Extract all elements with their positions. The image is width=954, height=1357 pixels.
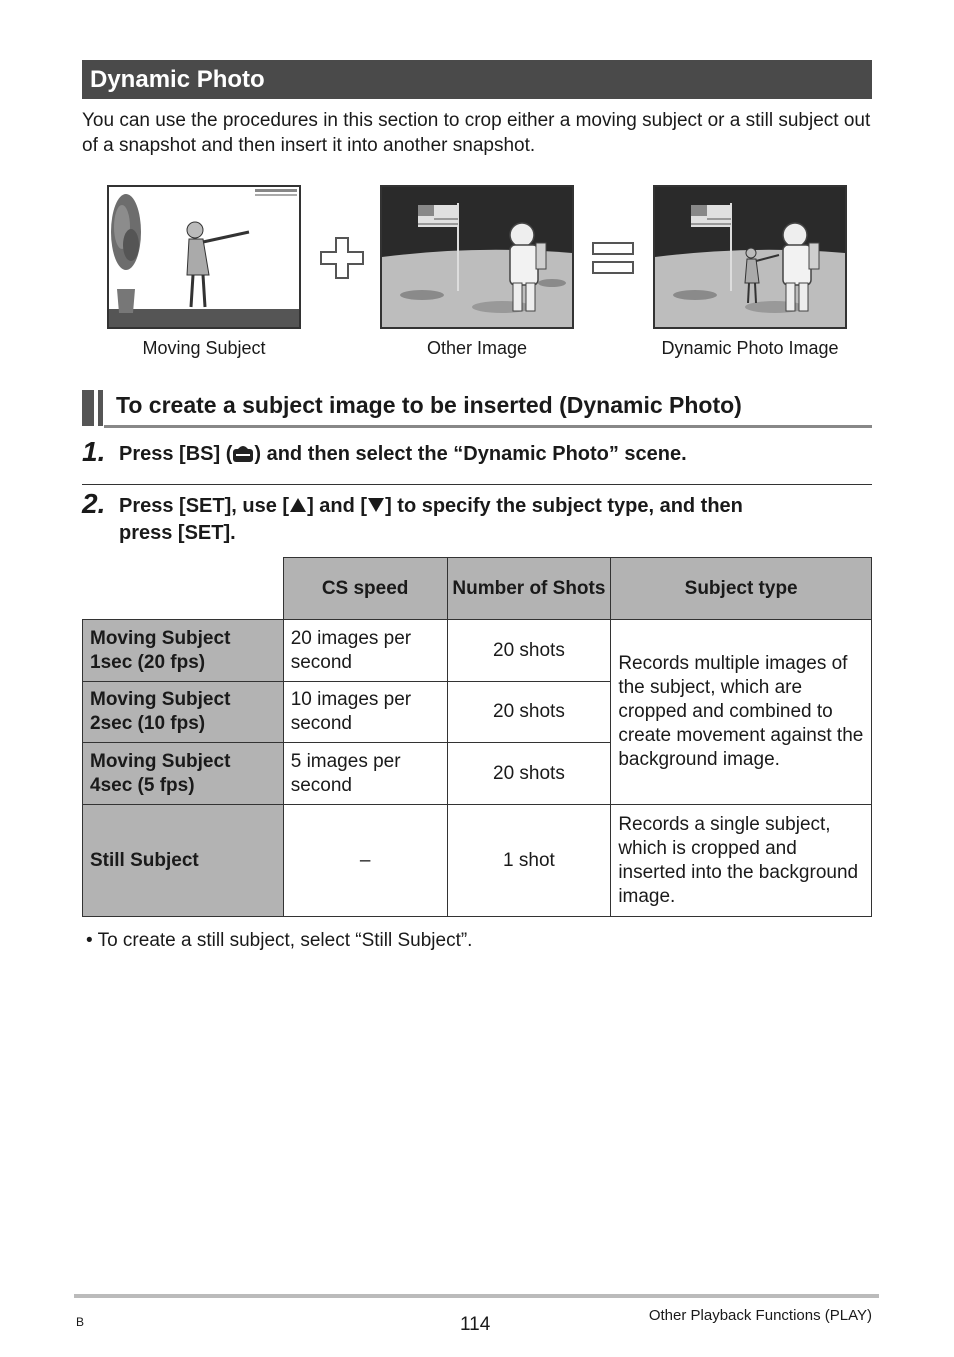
cs-speed-cell: 10 images per second xyxy=(283,682,447,743)
plus-sign-icon xyxy=(320,237,364,284)
cs-speed-cell: 5 images per second xyxy=(283,743,447,805)
row-label: Moving Subject 2sec (10 fps) xyxy=(83,682,284,743)
section-header xyxy=(82,60,872,99)
footer-divider xyxy=(74,1294,879,1298)
bs-scene-icon xyxy=(232,443,254,470)
step-2-text-part3: ] to specify the subject type, and then xyxy=(385,495,743,517)
intro-paragraph: You can use the procedures in this section to crop either a moving subject or a still subject out of a snapshot and then insert it into another snapshot. xyxy=(82,110,871,156)
shots-cell: 20 shots xyxy=(447,743,611,805)
subsection-title: To create a subject image to be inserted (Dynamic Photo) xyxy=(116,392,742,418)
still-subject-description: Records a single subject, which is cropped and inserted into the background image. xyxy=(611,805,872,917)
page-number: 114 xyxy=(460,1314,491,1335)
step-2-number: 2. xyxy=(82,488,106,519)
other-image xyxy=(380,185,574,329)
moving-subject-description: Records multiple images of the subject, which are cropped and combined to create movement against the background image. xyxy=(611,620,872,805)
up-triangle-icon xyxy=(289,494,307,520)
subject-type-table xyxy=(82,557,872,917)
table-row xyxy=(83,620,872,682)
row-label: Moving Subject 1sec (20 fps) xyxy=(83,620,284,682)
equals-sign-icon xyxy=(592,242,634,279)
step-2-text-line2: press [SET]. xyxy=(119,522,236,544)
table-header-row xyxy=(83,558,872,620)
caption-other-image: Other Image xyxy=(426,338,528,358)
cs-speed-cell: – xyxy=(283,805,447,917)
step-1-text xyxy=(119,441,859,470)
dynamic-photo-image xyxy=(653,185,847,329)
step-2-text-part1: Press [SET], use [ xyxy=(119,495,290,517)
section-title: Dynamic Photo xyxy=(90,66,265,93)
step-1-text-after: ) and then select the “Dynamic Photo” scene. xyxy=(254,443,687,465)
step-1-text-before: Press [BS] ( xyxy=(119,443,233,465)
step-divider xyxy=(82,484,872,485)
step-1-number: 1. xyxy=(82,436,106,467)
table-header-blank xyxy=(83,558,284,620)
table-header-number-of-shots: Number of Shots xyxy=(447,558,611,620)
footer-language-code: B xyxy=(76,1315,85,1329)
shots-cell: 20 shots xyxy=(447,682,611,743)
table-header-cs-speed: CS speed xyxy=(283,558,447,620)
header-marker-bar xyxy=(82,390,94,426)
step-2-text-part2: ] and [ xyxy=(307,495,368,517)
shots-cell: 1 shot xyxy=(447,805,611,917)
step-2-text xyxy=(119,493,859,546)
caption-moving-subject: Moving Subject xyxy=(142,338,266,358)
footer-chapter-title: Other Playback Functions (PLAY) xyxy=(648,1307,872,1324)
subsection-underline xyxy=(104,425,872,428)
row-label: Moving Subject 4sec (5 fps) xyxy=(83,743,284,805)
table-header-subject-type: Subject type xyxy=(611,558,872,620)
shots-cell: 20 shots xyxy=(447,620,611,682)
table-row xyxy=(83,805,872,917)
moving-subject-image xyxy=(107,185,301,329)
cs-speed-cell: 20 images per second xyxy=(283,620,447,682)
header-marker-bar-thin xyxy=(98,390,103,426)
down-triangle-icon xyxy=(367,494,385,520)
caption-dynamic-photo-image: Dynamic Photo Image xyxy=(661,338,839,358)
subsection-header xyxy=(82,388,872,428)
still-subject-note: • To create a still subject, select “Still Subject”. xyxy=(86,930,473,951)
row-label: Still Subject xyxy=(83,805,284,917)
